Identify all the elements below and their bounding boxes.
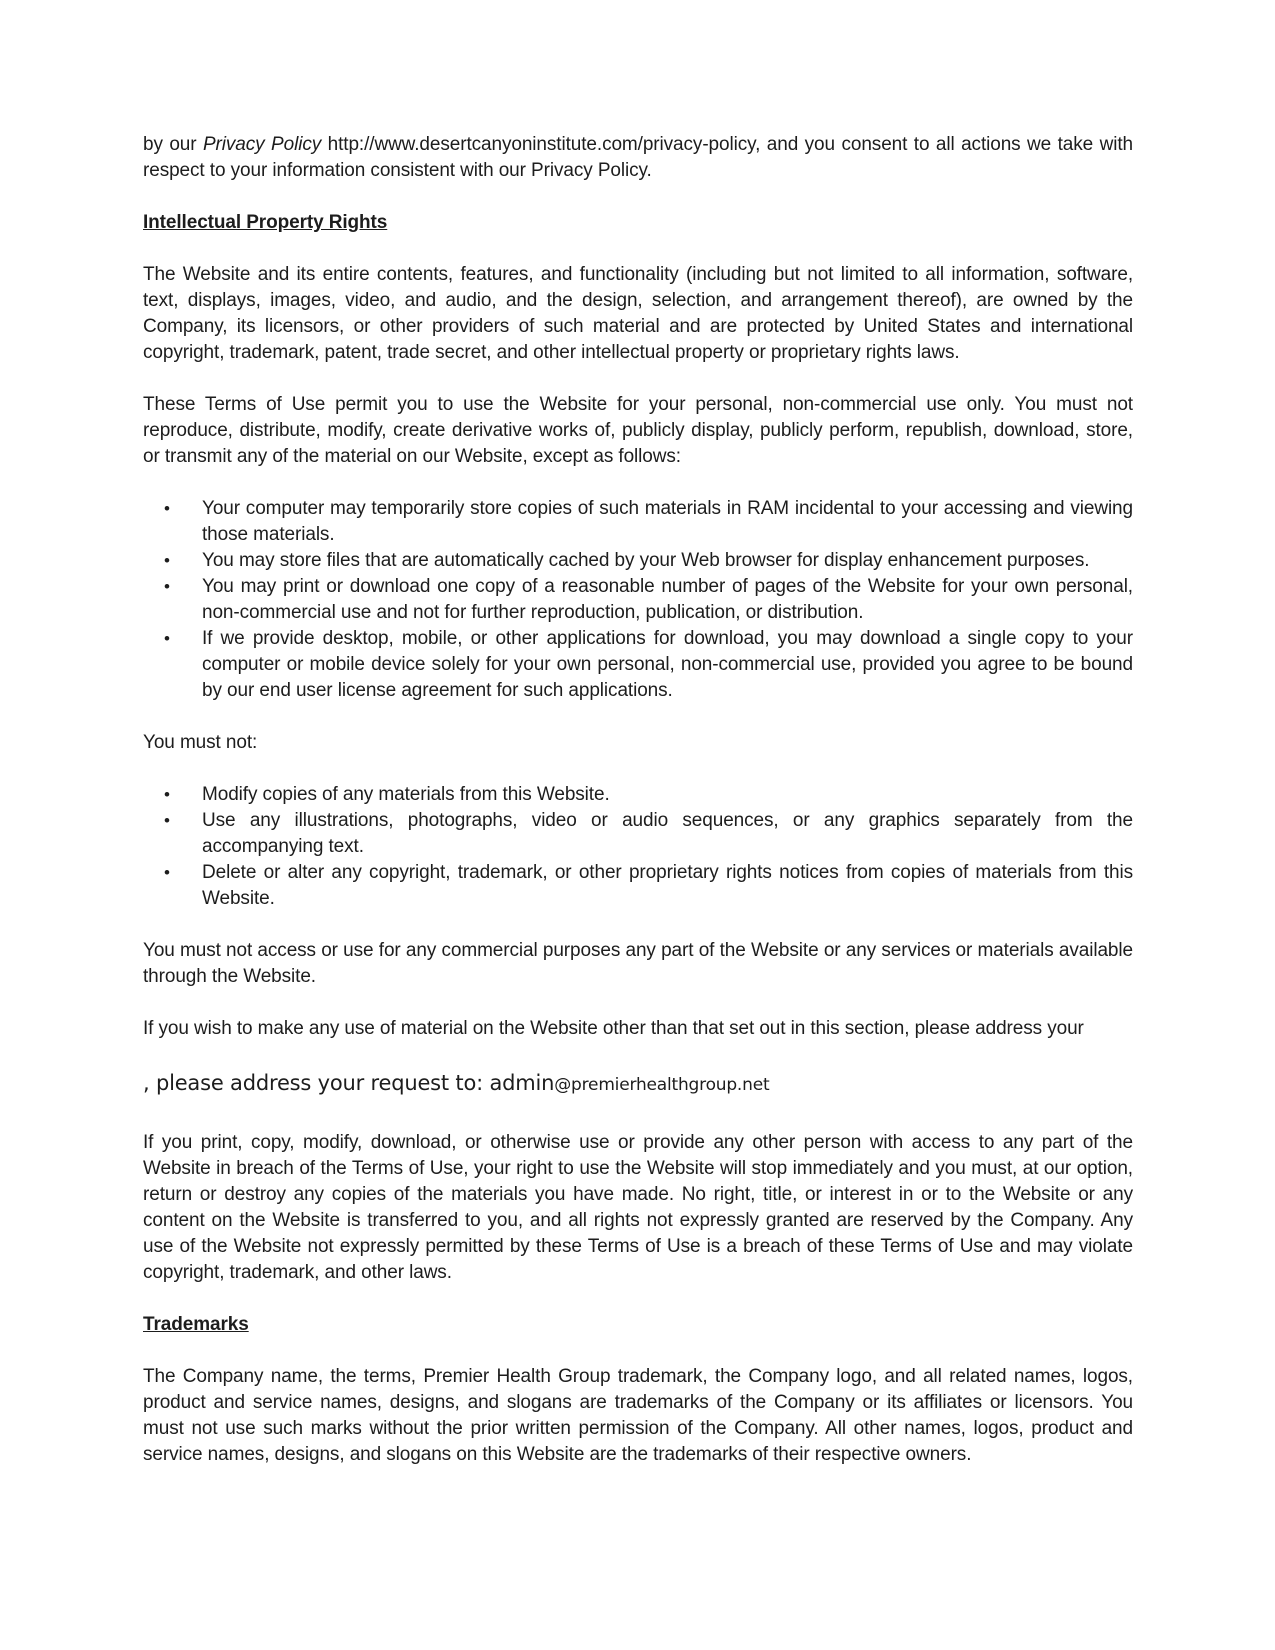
prohibited-action-item: • Use any illustrations, photographs, video or audio sequences, or any graphics separately from the accompanying text. [202,808,1133,860]
paragraph-contact-request [143,1068,1133,1100]
permitted-use-item: • You may print or download one copy of a reasonable number of pages of the Website for your own personal, non-commercial use and not for further reproduction, publication, or distribution. [202,574,1133,626]
prohibited-action-item: • Modify copies of any materials from this Website. [202,782,1133,808]
paragraph-no-commercial-use: You must not access or use for any commercial purposes any part of the Website or any services or materials available through the Website. [143,940,1133,987]
heading-intellectual-property-rights: Intellectual Property Rights [143,212,388,233]
contact-email-text: @premierhealthgroup.net [554,1075,770,1095]
paragraph-website-ownership: The Website and its entire contents, features, and functionality (including but not limited to all information, software, text, displays, images, video, and audio, and the design, selection, and arrangement thereof), are owned by the Company, its licensors, or other providers of such material and are protected by United States and international copyright, trademark, patent, trade secret, and other intellectual property or proprietary rights laws. [143,264,1133,363]
paragraph-breach-consequences: If you print, copy, modify, download, or otherwise use or provide any other person with access to any part of the Website in breach of the Terms of Use, your right to use the Website will stop immediately and you must, at our option, return or destroy any copies of the materials you have made. No right, title, or interest in or to the Website or any content on the Website is transferred to you, and all rights not expressly granted are reserved by the Company. Any use of the Website not expressly permitted by these Terms of Use is a breach of these Terms of Use and may violate copyright, trademark, and other laws. [143,1132,1133,1283]
list-prohibited-actions [143,782,1133,912]
prohibited-action-item: • Delete or alter any copyright, trademark, or other proprietary rights notices from copies of materials from this Website. [202,860,1133,912]
permitted-use-item: • If we provide desktop, mobile, or other applications for download, you may download a single copy to your computer or mobile device solely for your own personal, non-commercial use, provided you agree to be bound by our end user license agreement for such applications. [202,626,1133,704]
list-permitted-uses [143,496,1133,704]
privacy-policy-italic-text: Privacy Policy [202,134,322,155]
paragraph-permitted-use: These Terms of Use permit you to use the Website for your personal, non-commercial use only. You must not reproduce, distribute, modify, create derivative works of, publicly display, publicly perform, republish, download, store, or transmit any of the material on our Website, except as follows: [143,394,1133,467]
permitted-use-item: • You may store files that are automatically cached by your Web browser for display enhancement purposes. [202,548,1133,574]
paragraph-you-must-not: You must not: [143,732,258,753]
paragraph-material-use-request: If you wish to make any use of material on the Website other than that set out in this section, please address your [143,1018,1084,1039]
paragraph-trademarks-notice: The Company name, the terms, Premier Health Group trademark, the Company logo, and all related names, logos, product and service names, designs, and slogans are trademarks of the Company or its affiliates or licensors. You must not use such marks without the prior written permission of the Company. All other names, logos, product and service names, designs, and slogans on this Website are the trademarks of their respective owners. [143,1366,1133,1465]
heading-trademarks: Trademarks [143,1314,249,1335]
paragraph-privacy-policy-consent [143,132,1133,184]
request-lead-text: , please address your request to: admin [143,1071,555,1095]
intro-lead-text: by our [143,134,203,155]
intro-rest-text: http://www.desertcanyoninstitute.com/privacy-policy, and you consent to all actions we take with respect to your information consistent with our Privacy Policy. [143,134,1133,181]
permitted-use-item: • Your computer may temporarily store copies of such materials in RAM incidental to your accessing and viewing those materials. [202,496,1133,548]
